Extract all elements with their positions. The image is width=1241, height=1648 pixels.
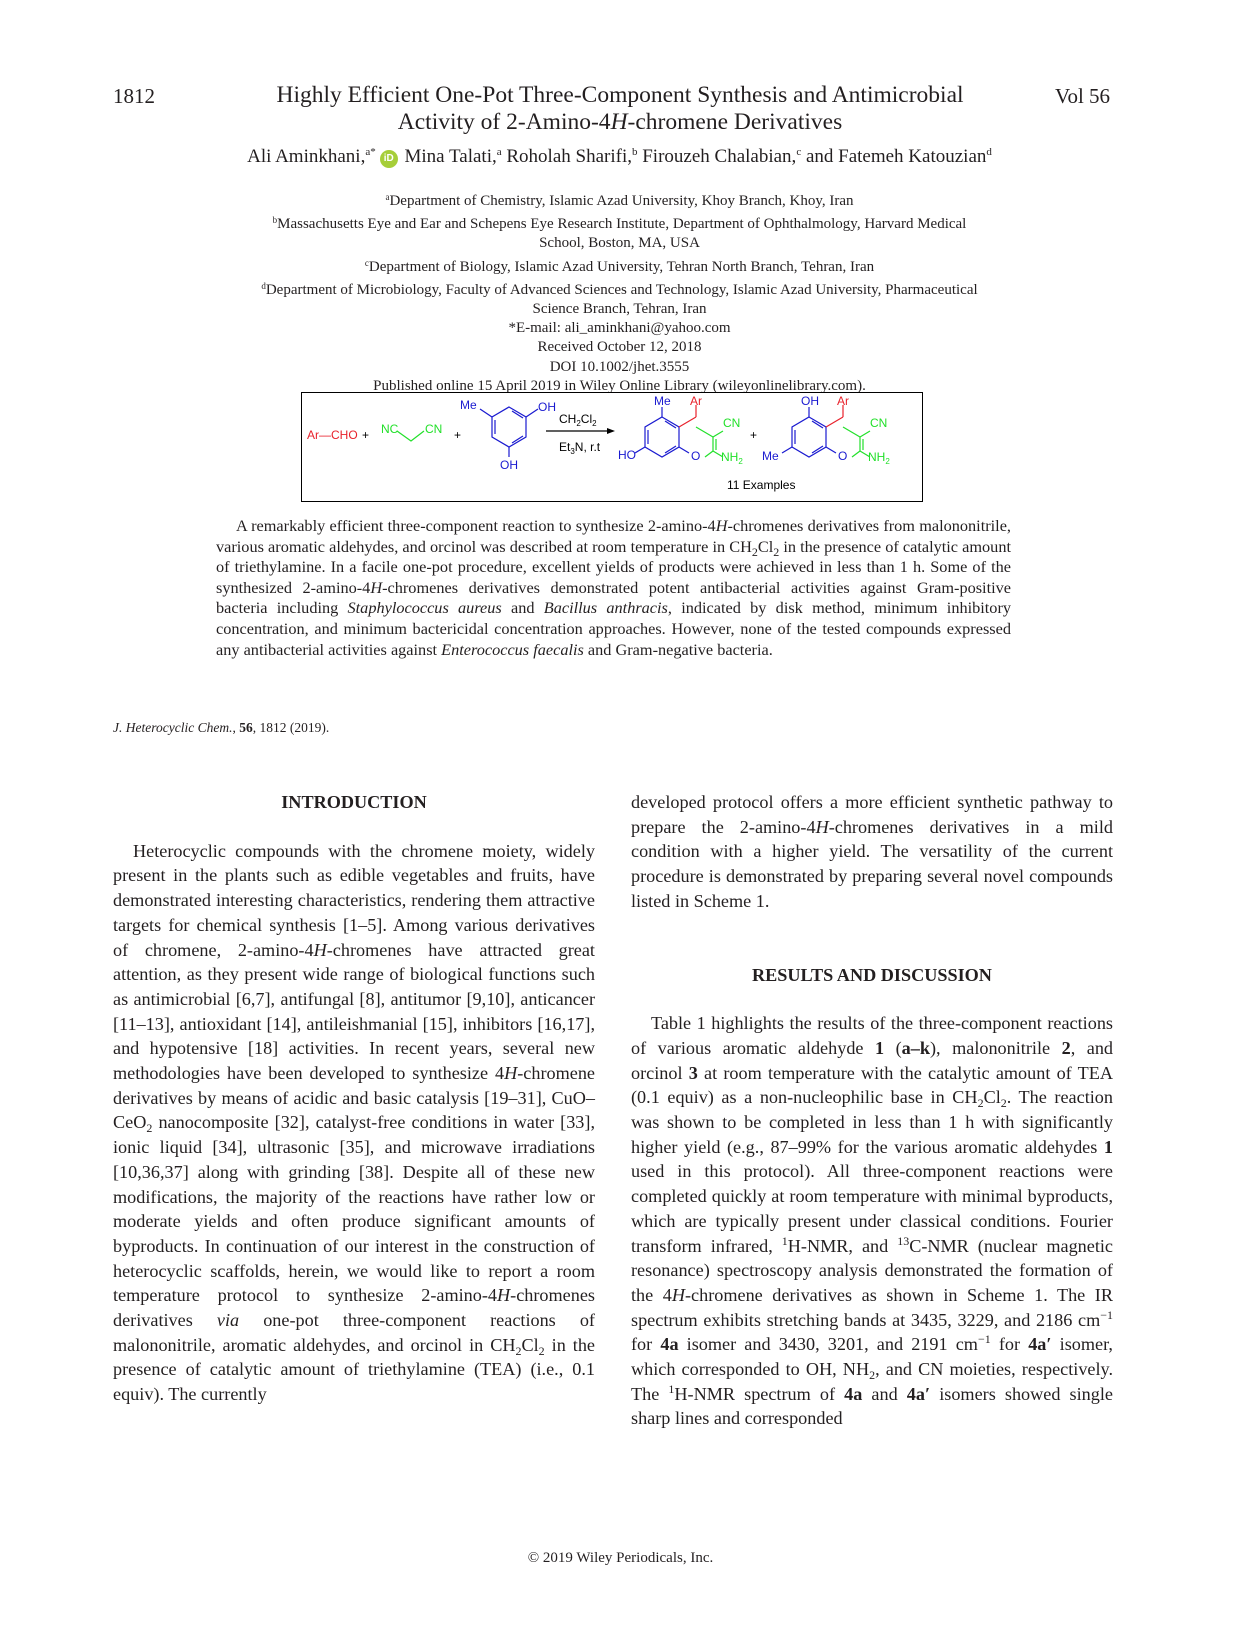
product-1-me: Me	[654, 394, 671, 408]
author-affiliation-mark: c	[796, 146, 802, 158]
compound-number: 3	[688, 1062, 698, 1083]
body-text: H-NMR spectrum of	[674, 1383, 845, 1404]
body-text: at room temperature with the catalytic amount of TEA (0.1 equiv) as a non-nucleophilic base in CH	[631, 1062, 1113, 1108]
affiliation-b	[113, 211, 1126, 234]
affiliation-text: Department of Chemistry, Islamic Azad University, Khoy Branch, Khoy, Iran	[389, 193, 854, 209]
compound-number: 1	[875, 1037, 885, 1058]
body-text: -chromenes derivatives in a mild condition with a higher yield. The versatility of the current procedure is demonstrated by preparing several novel compounds listed in Scheme 1.	[631, 816, 1114, 911]
copyright-footer: © 2019 Wiley Periodicals, Inc.	[527, 1550, 714, 1566]
introduction-paragraph	[113, 839, 595, 1407]
italic-text: H	[497, 1285, 511, 1306]
affiliation-text: Department of Biology, Islamic Azad University, Tehran North Branch, Tehran, Iran	[368, 258, 875, 275]
left-column	[113, 790, 595, 1407]
product-1-ho: HO	[618, 448, 636, 462]
author	[642, 146, 801, 167]
arrow-head-icon	[607, 428, 615, 434]
body-text: isomer, which corresponded to OH, NH	[631, 1334, 1113, 1380]
orcinol-oh-bottom: OH	[500, 458, 518, 472]
body-text: for	[990, 1334, 1029, 1355]
body-text: one-pot three-component reactions of malononitrile, aromatic aldehydes, and orcinol in CH	[113, 1310, 595, 1355]
product-2-oh: OH	[801, 394, 819, 408]
doi[interactable]: DOI 10.1002/jhet.3555	[549, 358, 690, 375]
product-2-structure	[782, 405, 870, 457]
superscript: −1	[1100, 1307, 1113, 1322]
results-paragraph	[631, 1011, 1113, 1431]
product-2-cn: CN	[870, 416, 888, 430]
abstract	[216, 516, 1011, 660]
compound-number: 1	[1103, 1136, 1113, 1157]
author-name: Ali Aminkhani,	[247, 146, 366, 167]
plus-sign: +	[454, 428, 462, 442]
body-text: and	[862, 1383, 907, 1404]
volume-label: Vol 56	[1055, 84, 1111, 108]
compound-number: a–k	[901, 1037, 930, 1058]
reagent-base: $Et_3N$, r.t	[559, 440, 601, 456]
article-title	[200, 82, 1040, 136]
body-text: . The reaction was shown to be completed in less than 1 h with significantly higher yield (e.g., 87–99% for the various aromatic aldehydes	[631, 1087, 1113, 1157]
title-text: Activity of 2-Amino-4	[397, 109, 611, 135]
body-text: C-NMR (nuclear magnetic resonance) spectroscopy analysis demonstrated the formation of the 4	[631, 1235, 1114, 1305]
species-name: Staphylococcus aureus	[347, 598, 502, 618]
product-2-ar: Ar	[837, 394, 849, 408]
compound-number: 4a	[844, 1383, 863, 1404]
author-name: Mina Talati,	[404, 146, 497, 167]
author	[247, 146, 376, 167]
body-text: , and CN moieties, respectively. The	[631, 1359, 1113, 1404]
malononitrile-bond	[397, 431, 424, 441]
subscript: 2	[1000, 1096, 1007, 1111]
title-italic: H	[610, 109, 628, 135]
italic-text: H	[313, 939, 327, 960]
subscript: 2	[751, 544, 758, 559]
introduction-paragraph-continued	[631, 790, 1113, 914]
orcid-icon[interactable]: iD	[380, 150, 398, 168]
abstract-text: , indicated by disk method, minimum inhibitory concentration, and minimum bactericidal concentration approaches. However, none of the tested compounds expressed any antibacterial activities against	[216, 598, 1012, 659]
abstract-text: -chromenes derivatives from malononitrile, various aromatic aldehydes, and orcinol was described at room temperature in CH	[216, 516, 1011, 556]
journal-name: J. Heterocyclic Chem.	[113, 720, 233, 735]
subscript: 2	[869, 1368, 876, 1383]
published-online: Published online 15 April 2019 in Wiley Online Library (wileyonlinelibrary.com).	[373, 377, 866, 394]
author	[806, 146, 992, 167]
journal-volume: 56	[239, 720, 253, 735]
orcinol-oh-top: OH	[538, 400, 556, 414]
subscript: 2	[773, 544, 780, 559]
subscript: 2	[977, 1096, 984, 1111]
reagent-solvent: $CH_2Cl_2$	[559, 412, 597, 428]
species-name: Enterococcus faecalis	[441, 639, 584, 659]
body-text: ), malononitrile	[929, 1037, 1062, 1058]
right-column	[631, 790, 1113, 1431]
affiliations	[113, 188, 1126, 396]
body-text: isomers showed single sharp lines and corresponded	[631, 1383, 1113, 1429]
malononitrile-nc: NC	[381, 422, 399, 436]
affiliation-text: Department of Microbiology, Faculty of Advanced Sciences and Technology, Islamic Azad University, Pharmaceutical	[265, 281, 978, 298]
body-text: , and orcinol	[631, 1037, 1114, 1083]
author	[404, 146, 501, 167]
abstract-text: -chromenes derivatives demonstrated potent antibacterial activities against Gram-positive bacteria including	[216, 577, 1011, 618]
product-1-o: O	[691, 449, 701, 463]
body-text: used in this protocol). All three-component reactions were completed quickly at room temperature with minimal byproducts, which are typically present under classical conditions. Fourier transform infrared,	[631, 1161, 1113, 1256]
italic-text: H	[815, 816, 829, 837]
author	[506, 146, 637, 167]
abstract-text: and	[501, 598, 544, 618]
superscript: −1	[977, 1332, 991, 1347]
affiliation-text: Massachusetts Eye and Ear and Schepens Eye Research Institute, Department of Ophthalmology, Harvard Medical	[277, 216, 967, 233]
abstract-text: and Gram-negative bacteria.	[583, 639, 773, 659]
superscript: 13	[897, 1233, 910, 1248]
title-line-2	[200, 109, 1040, 136]
received-date: Received October 12, 2018	[537, 339, 702, 356]
journal-citation	[113, 720, 329, 736]
body-text: developed protocol offers a more efficient synthetic pathway to prepare the 2-amino-4	[631, 792, 1113, 837]
body-text: nanocomposite [32], catalyst-free conditions in water [33], ionic liquid [34], ultrasonic [35], and microwave irradiations [10,36,37] along with grinding [38]. Despite all of these new modifications, the majority of the reactions have rather low or moderate yields and often produce significant amounts of byproducts. In continuation of our interest in the construction of heterocyclic scaffolds, herein, we would like to report a room temperature protocol to synthesize 2-amino-4	[113, 1112, 595, 1306]
citation-separator: ,	[232, 720, 240, 735]
author-affiliation-mark: a	[496, 146, 502, 158]
author-name: and Fatemeh Katouzian	[805, 146, 987, 167]
subscript: 2	[538, 1343, 545, 1358]
abstract-text: in the presence of catalytic amount of triethylamine. In a facile one-pot procedure, excellent yields of products were achieved in less than 1 h. Some of the synthesized 2-amino-4	[216, 536, 1011, 597]
email[interactable]: *E-mail: ali_aminkhani@yahoo.com	[508, 320, 731, 337]
product-2-me: Me	[762, 449, 779, 463]
title-text: -chromene Derivatives	[627, 109, 843, 135]
author-list	[113, 146, 1126, 168]
body-text: Cl	[983, 1087, 1001, 1108]
body-text: in the presence of catalytic amount of triethylamine (TEA) (i.e., 0.1 equiv). The currently	[113, 1334, 595, 1405]
compound-number: 2	[1061, 1037, 1071, 1058]
body-text: H-NMR, and	[787, 1235, 898, 1256]
section-heading-introduction: INTRODUCTION	[281, 792, 427, 812]
reaction-scheme-drawing	[302, 393, 922, 501]
subscript: 2	[515, 1343, 522, 1358]
affiliation-mark: a	[385, 192, 390, 202]
orcinol-me: Me	[460, 398, 477, 412]
affiliation-mark: b	[272, 215, 278, 226]
body-text: (	[884, 1037, 902, 1058]
affiliation-a	[113, 188, 1126, 211]
species-name: Bacillus anthracis	[543, 598, 668, 618]
product-1-ar: Ar	[690, 394, 702, 408]
product-1-structure	[635, 405, 723, 457]
body-text: Heterocyclic compounds with the chromene moiety, widely present in the plants such as edible vegetables and fruits, have demonstrated interesting characteristics, rendering them attractive targets for chemical synthesis [1–5]. Among various derivatives of chromene, 2-amino-4	[113, 840, 595, 960]
body-text: for	[631, 1334, 661, 1355]
author-name: Firouzeh Chalabian,	[642, 146, 797, 167]
subscript: 2	[146, 1121, 153, 1136]
body-text: isomer and 3430, 3201, and 2191 cm	[678, 1334, 978, 1355]
affiliation-d-cont: Science Branch, Tehran, Iran	[532, 301, 707, 318]
product-1-cn: CN	[723, 416, 741, 430]
aldehyde-label: Ar—CHO	[307, 428, 358, 442]
page-number: 1812	[113, 84, 155, 108]
abstract-text: A remarkably efficient three-component reaction to synthesize 2-amino-4	[236, 516, 716, 535]
affiliation-mark: d	[261, 280, 266, 291]
body-text: Table 1 highlights the results of the three-component reactions of various aromatic aldehyde	[631, 1013, 1113, 1058]
italic-text: via	[216, 1310, 240, 1331]
compound-number: 4a	[660, 1334, 679, 1355]
reaction-scheme	[301, 392, 923, 502]
italic-text: H	[671, 1284, 685, 1305]
plus-sign: +	[750, 428, 758, 442]
abstract-italic: H	[715, 516, 728, 535]
abstract-text: Cl	[757, 536, 774, 556]
malononitrile-cn: CN	[425, 422, 443, 436]
author-name: Roholah Sharifi,	[506, 146, 632, 167]
citation-rest: , 1812 (2019).	[252, 720, 330, 735]
compound-number: 4a′	[906, 1383, 931, 1404]
superscript: 1	[668, 1381, 675, 1396]
body-text: Cl	[521, 1334, 539, 1355]
italic-text: H	[504, 1063, 518, 1084]
abstract-italic: H	[370, 577, 383, 597]
body-text: -chromene derivatives by means of acidic and basic catalysis [19–31], CuO–CeO	[113, 1063, 595, 1133]
product-2-o: O	[838, 449, 848, 463]
body-text: -chromene derivatives as shown in Scheme 1. The IR spectrum exhibits stretching bands at 3435, 3229, and 2186 cm	[631, 1284, 1113, 1330]
superscript: 1	[781, 1233, 788, 1248]
section-heading-results: RESULTS AND DISCUSSION	[752, 964, 992, 985]
author-affiliation-mark: d	[986, 146, 992, 158]
body-text: -chromenes have attracted great attention, as they present wide range of biological functions such as antimicrobial [6,7], antifungal [8], antitumor [9,10], anticancer [11–13], antioxidant [14], antileishmanial [15], inhibitors [16,17], and hypotensive [18] activities. In recent years, several new methodologies have been developed to synthesize 4	[113, 939, 595, 1084]
product-2-nh2: $NH_2$	[868, 450, 890, 466]
examples-count: 11 Examples	[727, 478, 796, 492]
title-line-1: Highly Efficient One-Pot Three-Component Synthesis and Antimicrobial	[276, 82, 964, 108]
compound-number: 4a′	[1028, 1334, 1052, 1355]
affiliation-d	[113, 277, 1126, 300]
author-affiliation-mark: a*	[365, 146, 376, 158]
affiliation-b-cont: School, Boston, MA, USA	[539, 235, 700, 252]
orcinol-ring	[480, 407, 538, 457]
affiliation-c	[113, 254, 1126, 277]
author-affiliation-mark: b	[631, 146, 638, 158]
plus-sign: +	[362, 428, 370, 442]
body-text: -chromenes derivatives	[113, 1285, 595, 1331]
product-1-nh2: $NH_2$	[721, 450, 743, 466]
abstract-paragraph	[216, 516, 1011, 660]
affiliation-mark: c	[364, 257, 369, 268]
